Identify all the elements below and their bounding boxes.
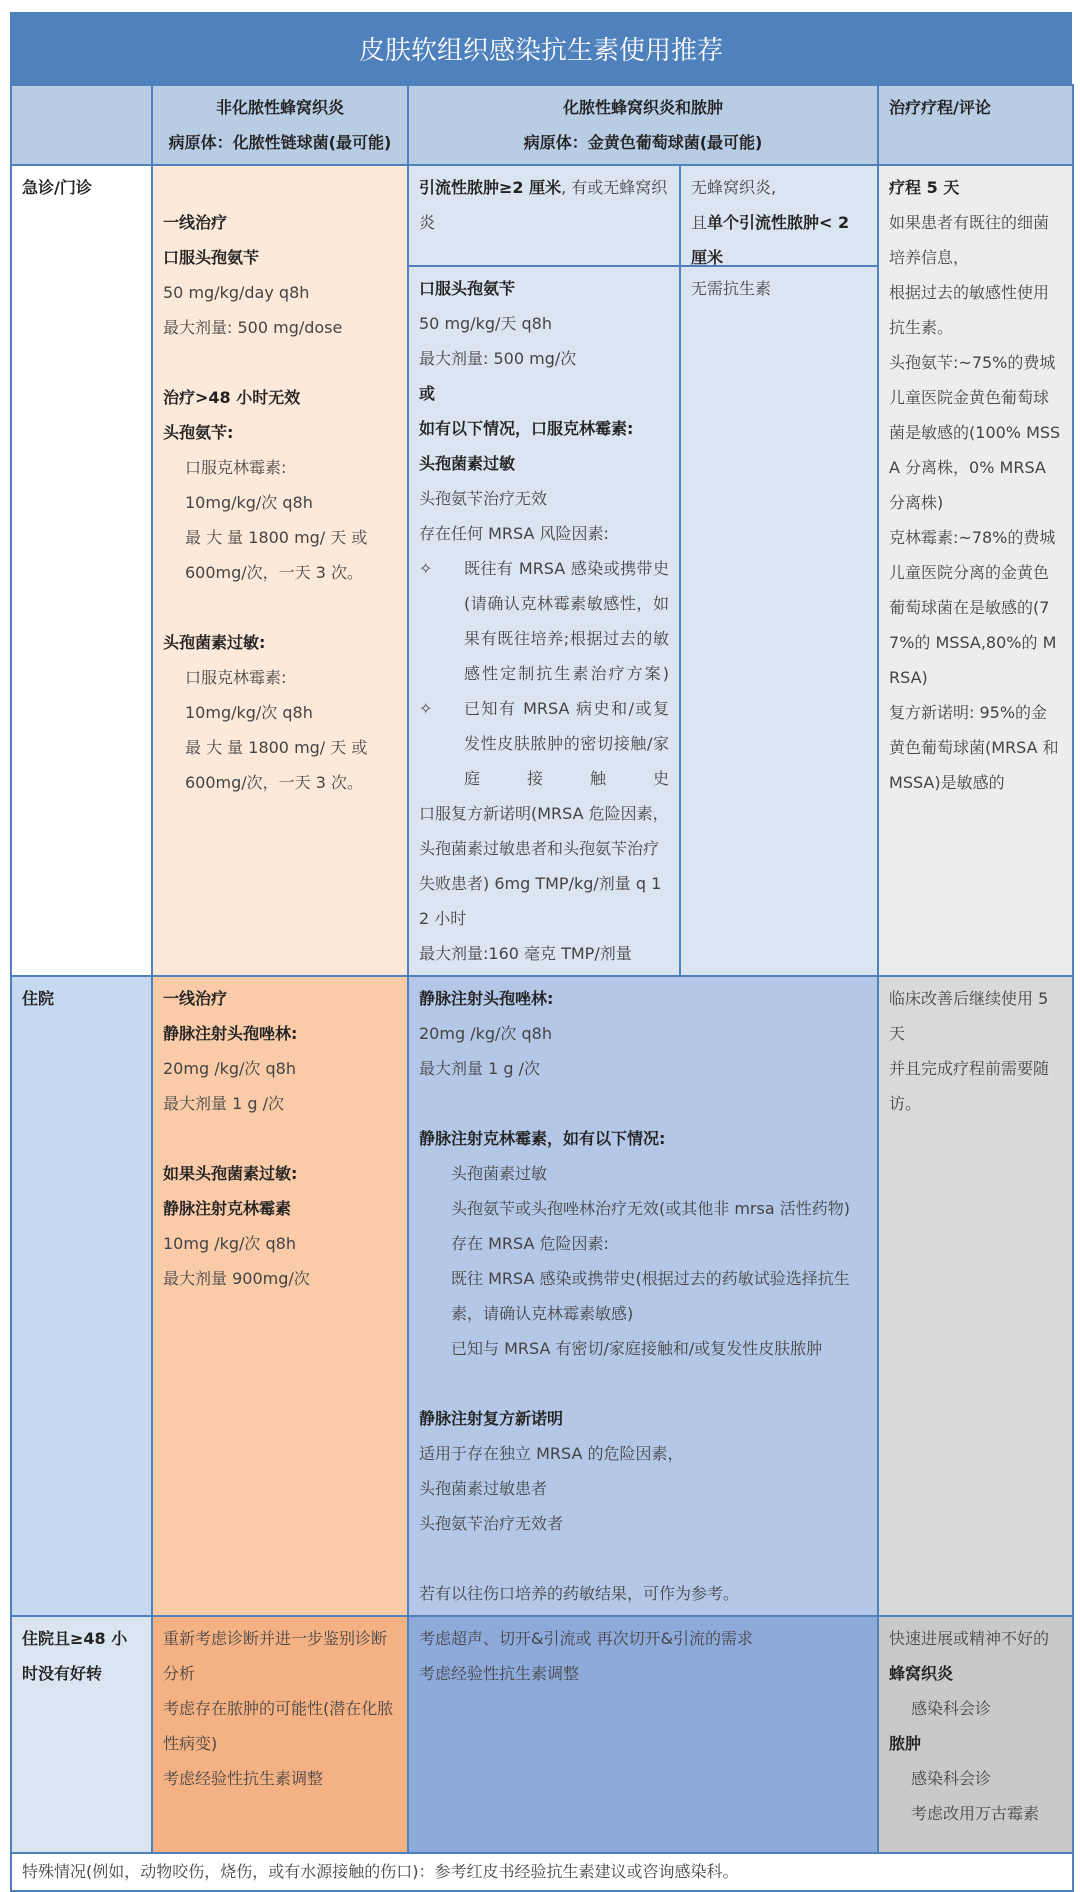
header-nonpurulent-title: 非化脓性蜂窝织炎 <box>215 98 344 117</box>
inp-clinda-dose: 10mg /kg/次 q8h <box>163 1234 296 1253</box>
inpatient48-label-cell <box>11 1616 152 1853</box>
header-purulent <box>408 85 878 165</box>
header-comment <box>878 85 1073 165</box>
er-pur-bullet-1 <box>419 551 669 691</box>
er-pur-cephalexin-dose: 50 mg/kg/天 q8h <box>419 314 552 333</box>
er-pur-tmp-smx: 口服复方新诺明(MRSA 危险因素，头孢菌素过敏患者和头孢氨苄治疗失败患者) 6mg TMP/kg/剂量 q 12 小时 <box>419 804 669 928</box>
er-small-size: < 2 厘米 <box>691 213 850 267</box>
inp-comment-1: 临床改善后继续使用 5 天 <box>889 989 1049 1043</box>
inpatient48-nonpurulent-cell <box>152 1616 408 1853</box>
er-pur-cephalexin-max: 最大剂量: 500 mg/次 <box>419 349 577 368</box>
er-small-no-cellulitis: 无蜂窝织炎, <box>691 178 777 197</box>
er-first-line-heading: 一线治疗 <box>163 213 228 232</box>
er-no-antibiotics: 无需抗生素 <box>691 279 772 298</box>
er-nonpurulent-cell <box>152 165 408 976</box>
er-purulent-drainable-cell <box>408 165 680 976</box>
er-failure-clindamycin: 口服克林霉素: <box>185 458 287 477</box>
inp48-reconsider: 重新考虑诊断并进一步鉴别诊断分析 <box>163 1629 388 1683</box>
inp-pur-failure: 头孢氨苄或头孢唑林治疗无效(或其他非 mrsa 活性药物) <box>451 1199 850 1218</box>
diamond-bullet-icon: ✧ <box>419 559 433 578</box>
er-purulent-small-cell <box>680 165 878 976</box>
er-row <box>11 165 1073 976</box>
er-allergy-clinda-max2: 600mg/次，一天 3 次。 <box>185 773 364 792</box>
er-drainable-abscess-header <box>409 166 679 267</box>
er-small-single-abscess <box>691 205 867 275</box>
inp-pur-iv-cefazolin: 静脉注射头孢唑林: <box>419 989 554 1008</box>
header-row <box>11 85 1073 165</box>
er-small-abscess-header <box>681 166 877 267</box>
er-allergy-clinda-dose: 10mg/kg/次 q8h <box>185 703 313 722</box>
er-allergy-clinda-max: 最 大 量 1800 mg/ 天 或 <box>185 738 368 757</box>
er-comment-4: 克林霉素:~78%的费城儿童医院分离的金黄色葡萄球菌在是敏感的(77%的 MSSA,80%的 MRSA) <box>889 528 1057 687</box>
er-pur-bullet-2 <box>419 691 669 796</box>
er-pur-ceph-failure: 头孢氨苄治疗无效 <box>419 489 548 508</box>
er-oral-cephalexin: 口服头孢氨苄 <box>163 248 260 267</box>
inpatient-purulent-cell <box>408 976 878 1616</box>
er-cephalexin-dose: 50 mg/kg/day q8h <box>163 283 310 302</box>
er-pur-oral-cephalexin: 口服头孢氨苄 <box>419 279 516 298</box>
er-drainable-bold: 引流性脓肿≥2 厘米 <box>419 178 562 197</box>
inp48-comment-id-consult: 感染科会诊 <box>911 1699 992 1718</box>
inp48-comment-abscess: 脓肿 <box>889 1734 922 1753</box>
er-comment-duration: 疗程 5 天 <box>889 178 960 197</box>
er-allergy-heading: 头孢菌素过敏: <box>163 633 266 652</box>
er-label: 急诊/门诊 <box>22 178 92 197</box>
inpatient48-row <box>11 1616 1073 1853</box>
recommendation-table <box>10 84 1074 1892</box>
inpatient48-purulent-cell <box>408 1616 878 1853</box>
guideline-document <box>10 12 1072 1892</box>
inpatient-row <box>11 976 1073 1616</box>
er-purulent-regimen <box>409 267 679 975</box>
er-pur-bullet-2-text: 已知有 MRSA 病史和/或复发性皮肤脓肿的密切接触/家庭接触史 <box>464 699 669 788</box>
inp-iv-cefazolin: 静脉注射头孢唑林: <box>163 1024 298 1043</box>
er-failure-heading: 治疗>48 小时无效 <box>163 388 301 407</box>
inp-cefazolin-dose: 20mg /kg/次 q8h <box>163 1059 296 1078</box>
inpatient-label: 住院 <box>22 989 55 1008</box>
er-drainable-rest: , 有或无蜂窝织炎 <box>419 178 668 232</box>
document-title: 皮肤软组织感染抗生素使用推荐 <box>10 12 1072 84</box>
inp-pur-prior-mrsa: 既往 MRSA 感染或携带史(根据过去的药敏试验选择抗生素，请确认克林霉素敏感) <box>451 1269 850 1323</box>
inp-pur-cefazolin-max: 最大剂量 1 g /次 <box>419 1059 540 1078</box>
er-pur-clinda-if: 如有以下情况，口服克林霉素: <box>419 419 634 438</box>
footer-note: 特殊情况(例如，动物咬伤，烧伤，或有水源接触的伤口)：参考红皮书经验抗生素建议或咨询感染科。 <box>11 1853 1073 1891</box>
er-comment-5: 复方新诺明: 95%的金黄色葡萄球菌(MRSA 和 MSSA)是敏感的 <box>889 703 1059 792</box>
inp48-abscess: 考虑存在脓肿的可能性(潜在化脓性病变) <box>163 1699 394 1753</box>
er-pur-or: 或 <box>419 384 436 403</box>
er-pur-bullet-1-text: 既往有 MRSA 感染或携带史(请确认克林霉素敏感性，如果有既往培养;根据过去的敏感性定制抗生素治疗方案) <box>464 559 669 683</box>
inp48-pur-ultrasound: 考虑超声、切开&引流或 再次切开&引流的需求 <box>419 1629 754 1648</box>
diamond-bullet-icon: ✧ <box>419 699 433 718</box>
inp48-comment-id-consult-2: 感染科会诊 <box>911 1769 992 1788</box>
header-nonpurulent <box>152 85 408 165</box>
inp-pur-mrsa-risk: 存在 MRSA 危险因素: <box>451 1234 609 1253</box>
header-empty-cell <box>11 85 152 165</box>
er-comment-3: 头孢氨苄:~75%的费城儿童医院金黄色葡萄球菌是敏感的(100% MSSA 分离株，0% MRSA 分离株) <box>889 353 1061 512</box>
header-purulent-title: 化脓性蜂窝织炎和脓肿 <box>563 98 724 117</box>
footer-row <box>11 1853 1073 1891</box>
inp48-comment-cellulitis: 蜂窝织炎 <box>889 1664 954 1683</box>
header-purulent-pathogen: 病原体：金黄色葡萄球菌(最可能) <box>523 133 763 152</box>
er-failure-cephalexin: 头孢氨苄: <box>163 423 234 442</box>
er-cephalexin-max: 最大剂量: 500 mg/dose <box>163 318 343 337</box>
inpatient48-label: 住院且≥48 小时没有好转 <box>22 1629 128 1683</box>
inp48-abx-adjust: 考虑经验性抗生素调整 <box>163 1769 324 1788</box>
inpatient48-comment-cell <box>878 1616 1073 1853</box>
er-small-bold: 单个引流性脓肿 <box>707 213 820 232</box>
header-nonpurulent-pathogen: 病原体：化脓性链球菌(最可能) <box>168 133 392 152</box>
inp-pur-tmp-failure: 头孢氨苄治疗无效者 <box>419 1514 564 1533</box>
er-comment-cell <box>878 165 1073 976</box>
er-small-and: 且 <box>691 213 708 232</box>
er-comment-1: 如果患者有既往的细菌培养信息， <box>889 213 1050 267</box>
er-failure-clinda-max2: 600mg/次，一天 3 次。 <box>185 563 364 582</box>
er-allergy-clindamycin: 口服克林霉素: <box>185 668 287 687</box>
inp48-comment-vanco: 考虑改用万古霉素 <box>911 1804 1040 1823</box>
inpatient-label-cell <box>11 976 152 1616</box>
inp-first-line: 一线治疗 <box>163 989 228 1008</box>
inpatient-comment-cell <box>878 976 1073 1616</box>
er-failure-clinda-max: 最 大 量 1800 mg/ 天 或 <box>185 528 368 547</box>
er-pur-mrsa-risk: 存在任何 MRSA 风险因素: <box>419 524 609 543</box>
inpatient-nonpurulent-cell <box>152 976 408 1616</box>
inp-pur-known-contact: 已知与 MRSA 有密切/家庭接触和/或复发性皮肤脓肿 <box>451 1339 823 1358</box>
inp-pur-ceph-allergy: 头孢菌素过敏 <box>451 1164 548 1183</box>
inp-iv-clindamycin: 静脉注射克林霉素 <box>163 1199 292 1218</box>
inp-cefazolin-max: 最大剂量 1 g /次 <box>163 1094 284 1113</box>
er-label-cell <box>11 165 152 976</box>
inp-pur-tmp-allergy: 头孢菌素过敏患者 <box>419 1479 548 1498</box>
inp-allergy-heading: 如果头孢菌素过敏: <box>163 1164 298 1183</box>
er-pur-tmp-max: 最大剂量:160 毫克 TMP/剂量 <box>419 944 632 963</box>
inp48-pur-abx-adjust: 考虑经验性抗生素调整 <box>419 1664 580 1683</box>
er-comment-2: 根据过去的敏感性使用抗生素。 <box>889 283 1050 337</box>
inp-pur-culture-note: 若有以往伤口培养的药敏结果，可作为参考。 <box>419 1584 740 1603</box>
inp-pur-iv-tmp-smx: 静脉注射复方新诺明 <box>419 1409 564 1428</box>
inp-pur-clinda-if: 静脉注射克林霉素，如有以下情况: <box>419 1129 666 1148</box>
er-failure-clinda-dose: 10mg/kg/次 q8h <box>185 493 313 512</box>
inp48-comment-1: 快速进展或精神不好的 <box>889 1629 1050 1648</box>
inp-clinda-max: 最大剂量 900mg/次 <box>163 1269 310 1288</box>
er-pur-ceph-allergy: 头孢菌素过敏 <box>419 454 516 473</box>
header-comment-title: 治疗疗程/评论 <box>889 98 991 117</box>
inp-pur-tmp-indication: 适用于存在独立 MRSA 的危险因素， <box>419 1444 684 1463</box>
inp-pur-cefazolin-dose: 20mg /kg/次 q8h <box>419 1024 552 1043</box>
inp-comment-2: 并且完成疗程前需要随访。 <box>889 1059 1050 1113</box>
